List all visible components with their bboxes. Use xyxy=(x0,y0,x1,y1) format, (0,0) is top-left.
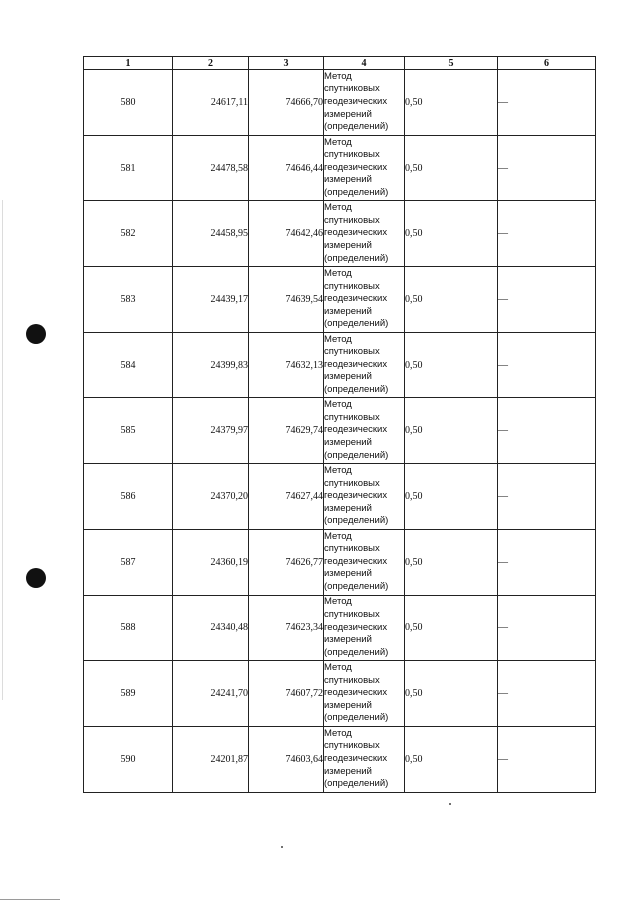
method-line: Метод xyxy=(324,727,352,739)
method-line: измерений xyxy=(324,305,372,317)
method-cell xyxy=(324,529,405,595)
note-cell: — xyxy=(498,595,596,661)
method-line: (определений) xyxy=(324,449,389,461)
accuracy-cell: 0,50 xyxy=(405,332,498,398)
method-line: измерений xyxy=(324,699,372,711)
point-number-cell: 583 xyxy=(84,267,173,333)
method-line: Метод xyxy=(324,596,352,608)
point-number-cell: 590 xyxy=(84,726,173,792)
method-line: (определений) xyxy=(324,186,389,198)
note-cell: — xyxy=(498,70,596,136)
x-coordinate-cell: 24241,70 xyxy=(173,661,249,727)
y-coordinate-cell: 74639,54 xyxy=(249,267,324,333)
accuracy-cell: 0,50 xyxy=(405,267,498,333)
method-line: спутниковых xyxy=(324,674,380,686)
column-header: 1 xyxy=(84,57,173,70)
accuracy-cell: 0,50 xyxy=(405,726,498,792)
note-cell: — xyxy=(498,267,596,333)
table-row xyxy=(84,661,596,727)
point-number-cell: 587 xyxy=(84,529,173,595)
method-line: измерений xyxy=(324,765,372,777)
punch-hole xyxy=(26,568,46,588)
method-line: геодезических xyxy=(324,490,388,502)
method-cell xyxy=(324,70,405,136)
method-line: спутниковых xyxy=(324,477,380,489)
accuracy-cell: 0,50 xyxy=(405,661,498,727)
table-row xyxy=(84,332,596,398)
method-line: геодезических xyxy=(324,96,388,108)
scan-speck xyxy=(281,846,283,848)
x-coordinate-cell: 24379,97 xyxy=(173,398,249,464)
method-line: геодезических xyxy=(324,555,388,567)
method-line: Метод xyxy=(324,662,352,674)
point-number-cell: 589 xyxy=(84,661,173,727)
x-coordinate-cell: 24439,17 xyxy=(173,267,249,333)
method-line: спутниковых xyxy=(324,83,380,95)
accuracy-cell: 0,50 xyxy=(405,529,498,595)
method-line: измерений xyxy=(324,502,372,514)
method-line: спутниковых xyxy=(324,280,380,292)
y-coordinate-cell: 74642,46 xyxy=(249,201,324,267)
y-coordinate-cell: 74666,70 xyxy=(249,70,324,136)
x-coordinate-cell: 24458,95 xyxy=(173,201,249,267)
x-coordinate-cell: 24340,48 xyxy=(173,595,249,661)
x-coordinate-cell: 24478,58 xyxy=(173,135,249,201)
table-row xyxy=(84,135,596,201)
method-line: геодезических xyxy=(324,161,388,173)
y-coordinate-cell: 74603,64 xyxy=(249,726,324,792)
method-line: измерений xyxy=(324,240,372,252)
point-number-cell: 588 xyxy=(84,595,173,661)
x-coordinate-cell: 24201,87 xyxy=(173,726,249,792)
coordinates-table xyxy=(83,56,596,793)
method-line: геодезических xyxy=(324,752,388,764)
scan-edge-line xyxy=(2,200,3,700)
method-line: геодезических xyxy=(324,293,388,305)
method-line: (определений) xyxy=(324,515,389,527)
method-line: (определений) xyxy=(324,318,389,330)
method-line: геодезических xyxy=(324,621,388,633)
method-cell xyxy=(324,595,405,661)
table-row xyxy=(84,398,596,464)
method-line: Метод xyxy=(324,202,352,214)
note-cell: — xyxy=(498,726,596,792)
x-coordinate-cell: 24360,19 xyxy=(173,529,249,595)
accuracy-cell: 0,50 xyxy=(405,595,498,661)
method-cell xyxy=(324,464,405,530)
method-line: геодезических xyxy=(324,424,388,436)
note-cell: — xyxy=(498,464,596,530)
table-row xyxy=(84,464,596,530)
method-cell xyxy=(324,398,405,464)
y-coordinate-cell: 74646,44 xyxy=(249,135,324,201)
method-line: (определений) xyxy=(324,712,389,724)
x-coordinate-cell: 24370,20 xyxy=(173,464,249,530)
method-line: геодезических xyxy=(324,358,388,370)
method-line: измерений xyxy=(324,634,372,646)
method-line: (определений) xyxy=(324,121,389,133)
column-header: 6 xyxy=(498,57,596,70)
table-row xyxy=(84,70,596,136)
scan-speck xyxy=(449,803,451,805)
note-cell: — xyxy=(498,398,596,464)
method-line: спутниковых xyxy=(324,543,380,555)
method-line: спутниковых xyxy=(324,740,380,752)
accuracy-cell: 0,50 xyxy=(405,70,498,136)
accuracy-cell: 0,50 xyxy=(405,398,498,464)
method-line: Метод xyxy=(324,267,352,279)
note-cell: — xyxy=(498,529,596,595)
method-line: спутниковых xyxy=(324,411,380,423)
x-coordinate-cell: 24399,83 xyxy=(173,332,249,398)
method-line: Метод xyxy=(324,464,352,476)
point-number-cell: 584 xyxy=(84,332,173,398)
method-line: (определений) xyxy=(324,646,389,658)
note-cell: — xyxy=(498,332,596,398)
x-coordinate-cell: 24617,11 xyxy=(173,70,249,136)
table-row xyxy=(84,529,596,595)
method-line: измерений xyxy=(324,371,372,383)
accuracy-cell: 0,50 xyxy=(405,201,498,267)
method-line: Метод xyxy=(324,136,352,148)
method-line: (определений) xyxy=(324,778,389,790)
y-coordinate-cell: 74626,77 xyxy=(249,529,324,595)
method-line: Метод xyxy=(324,530,352,542)
method-cell xyxy=(324,726,405,792)
table-body xyxy=(84,70,596,793)
method-line: измерений xyxy=(324,174,372,186)
note-cell: — xyxy=(498,661,596,727)
point-number-cell: 580 xyxy=(84,70,173,136)
y-coordinate-cell: 74629,74 xyxy=(249,398,324,464)
method-line: геодезических xyxy=(324,687,388,699)
method-line: Метод xyxy=(324,70,352,82)
method-line: (определений) xyxy=(324,581,389,593)
method-line: спутниковых xyxy=(324,214,380,226)
accuracy-cell: 0,50 xyxy=(405,135,498,201)
method-line: измерений xyxy=(324,108,372,120)
method-line: Метод xyxy=(324,399,352,411)
punch-hole xyxy=(26,324,46,344)
point-number-cell: 582 xyxy=(84,201,173,267)
note-cell: — xyxy=(498,201,596,267)
method-cell xyxy=(324,661,405,727)
column-header: 4 xyxy=(324,57,405,70)
point-number-cell: 585 xyxy=(84,398,173,464)
table-row xyxy=(84,201,596,267)
y-coordinate-cell: 74632,13 xyxy=(249,332,324,398)
method-line: спутниковых xyxy=(324,608,380,620)
y-coordinate-cell: 74627,44 xyxy=(249,464,324,530)
column-header: 5 xyxy=(405,57,498,70)
method-line: (определений) xyxy=(324,383,389,395)
method-cell xyxy=(324,135,405,201)
method-line: спутниковых xyxy=(324,149,380,161)
method-line: (определений) xyxy=(324,252,389,264)
table-row xyxy=(84,267,596,333)
y-coordinate-cell: 74623,34 xyxy=(249,595,324,661)
accuracy-cell: 0,50 xyxy=(405,464,498,530)
method-line: измерений xyxy=(324,568,372,580)
y-coordinate-cell: 74607,72 xyxy=(249,661,324,727)
method-line: Метод xyxy=(324,333,352,345)
table-row xyxy=(84,595,596,661)
method-line: геодезических xyxy=(324,227,388,239)
column-header: 2 xyxy=(173,57,249,70)
method-cell xyxy=(324,332,405,398)
method-line: измерений xyxy=(324,437,372,449)
point-number-cell: 586 xyxy=(84,464,173,530)
scan-bottom-line xyxy=(0,899,60,900)
note-cell: — xyxy=(498,135,596,201)
table-row xyxy=(84,726,596,792)
method-line: спутниковых xyxy=(324,346,380,358)
column-header: 3 xyxy=(249,57,324,70)
table-header-row xyxy=(84,57,596,70)
method-cell xyxy=(324,267,405,333)
method-cell xyxy=(324,201,405,267)
point-number-cell: 581 xyxy=(84,135,173,201)
